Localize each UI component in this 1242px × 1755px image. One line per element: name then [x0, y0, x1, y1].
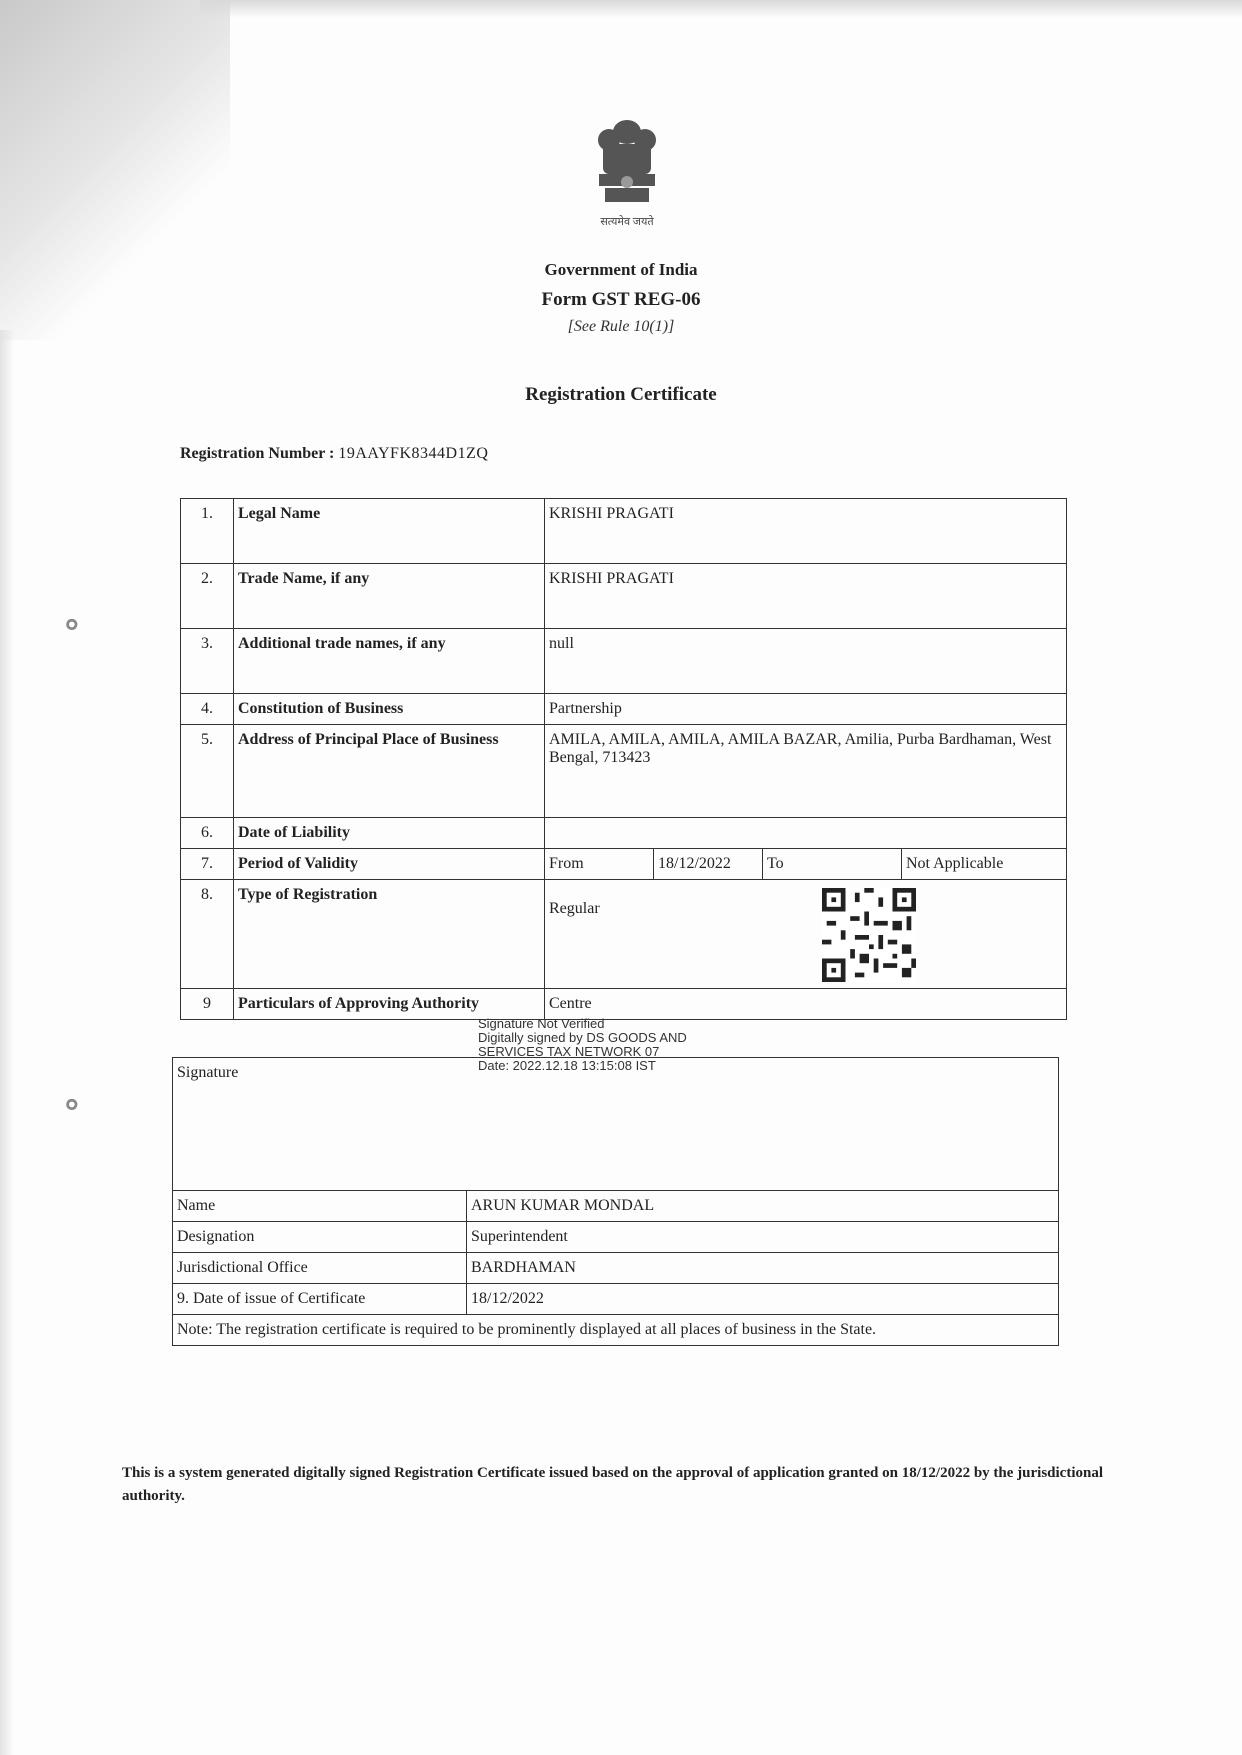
- row-number: 7.: [181, 849, 234, 880]
- signature-box: [173, 1058, 1059, 1191]
- issue-date-value: 18/12/2022: [467, 1284, 1059, 1315]
- certificate-title: Registration Certificate: [525, 384, 717, 405]
- name-value: ARUN KUMAR MONDAL: [467, 1191, 1059, 1222]
- row-label: Trade Name, if any: [234, 564, 545, 629]
- form-title: Form GST REG-06: [541, 289, 701, 310]
- qr-code-icon: [822, 888, 916, 982]
- row-number: 1.: [181, 499, 234, 564]
- type-of-registration-cell: [545, 880, 1067, 989]
- digital-signature-stamp: [478, 1017, 687, 1073]
- signature-label: Signature: [177, 1064, 239, 1081]
- row-number: 5.: [181, 725, 234, 818]
- additional-trade-names-value: null: [545, 629, 1067, 694]
- table-row: [173, 1253, 1059, 1284]
- date-of-liability-value: [545, 818, 1067, 849]
- validity-from-value: 18/12/2022: [654, 849, 763, 880]
- punch-hole-mark: ∘: [62, 1081, 82, 1126]
- validity-to-label: To: [763, 849, 902, 880]
- row-label: Period of Validity: [234, 849, 545, 880]
- row-number: 2.: [181, 564, 234, 629]
- validity-to-value: Not Applicable: [902, 849, 1067, 880]
- row-label: Type of Registration: [234, 880, 545, 989]
- registration-number-value: 19AAYFK8344D1ZQ: [338, 445, 489, 462]
- national-emblem-icon: [585, 110, 669, 230]
- row-label: Date of Liability: [234, 818, 545, 849]
- row-number: 6.: [181, 818, 234, 849]
- designation-label: Designation: [173, 1222, 467, 1253]
- office-value: BARDHAMAN: [467, 1253, 1059, 1284]
- row-number: 4.: [181, 694, 234, 725]
- signer-org-line: SERVICES TAX NETWORK 07: [478, 1044, 660, 1059]
- signature-status: Signature Not Verified: [478, 1016, 605, 1031]
- table-row: [173, 1284, 1059, 1315]
- row-label: Constitution of Business: [234, 694, 545, 725]
- constitution-value: Partnership: [545, 694, 1067, 725]
- page-left-edge: [0, 330, 14, 1755]
- rule-reference: [See Rule 10(1)]: [567, 318, 675, 335]
- row-label: Particulars of Approving Authority: [234, 989, 545, 1020]
- office-label: Jurisdictional Office: [173, 1253, 467, 1284]
- page-edge: [200, 0, 1242, 18]
- signature-date: Date: 2022.12.18 13:15:08 IST: [478, 1058, 656, 1073]
- table-row: [181, 725, 1067, 818]
- address-value: AMILA, AMILA, AMILA, AMILA BAZAR, Amilia, Purba Bardhaman, West Bengal, 713423: [545, 725, 1067, 818]
- approving-authority-value: Centre: [545, 989, 1067, 1020]
- registration-number: [180, 445, 488, 463]
- name-label: Name: [173, 1191, 467, 1222]
- legal-name-value: KRISHI PRAGATI: [545, 499, 1067, 564]
- registration-number-label: Registration Number :: [180, 445, 335, 462]
- row-label: Additional trade names, if any: [234, 629, 545, 694]
- table-row: [173, 1315, 1059, 1346]
- table-row: [173, 1058, 1059, 1191]
- issue-date-label: 9. Date of issue of Certificate: [173, 1284, 467, 1315]
- row-number: 9: [181, 989, 234, 1020]
- table-row: [181, 499, 1067, 564]
- table-row: [181, 564, 1067, 629]
- row-number: 3.: [181, 629, 234, 694]
- approval-table: [172, 1057, 1059, 1346]
- punch-hole-mark: ∘: [62, 601, 82, 646]
- registration-details-table: [180, 498, 1067, 1020]
- table-row: [173, 1222, 1059, 1253]
- row-label: Address of Principal Place of Business: [234, 725, 545, 818]
- validity-from-label: From: [545, 849, 654, 880]
- table-row: [181, 989, 1067, 1020]
- table-row: [181, 818, 1067, 849]
- table-row: [173, 1191, 1059, 1222]
- table-row: [181, 849, 1067, 880]
- emblem-motto: सत्यमेव जयते: [600, 216, 654, 228]
- row-number: 8.: [181, 880, 234, 989]
- trade-name-value: KRISHI PRAGATI: [545, 564, 1067, 629]
- row-label: Legal Name: [234, 499, 545, 564]
- table-row: [181, 880, 1067, 989]
- government-heading: Government of India: [544, 260, 698, 279]
- table-row: [181, 629, 1067, 694]
- display-note: Note: The registration certificate is required to be prominently displayed at all places of business in the State.: [173, 1315, 1059, 1346]
- table-row: [181, 694, 1067, 725]
- footer-statement: This is a system generated digitally signed Registration Certificate issued based on the approval of application granted on 18/12/2022 by the jurisdictional authority.: [122, 1465, 1103, 1504]
- designation-value: Superintendent: [467, 1222, 1059, 1253]
- signed-by-line: Digitally signed by DS GOODS AND: [478, 1030, 687, 1045]
- type-of-registration-value: Regular: [549, 900, 600, 917]
